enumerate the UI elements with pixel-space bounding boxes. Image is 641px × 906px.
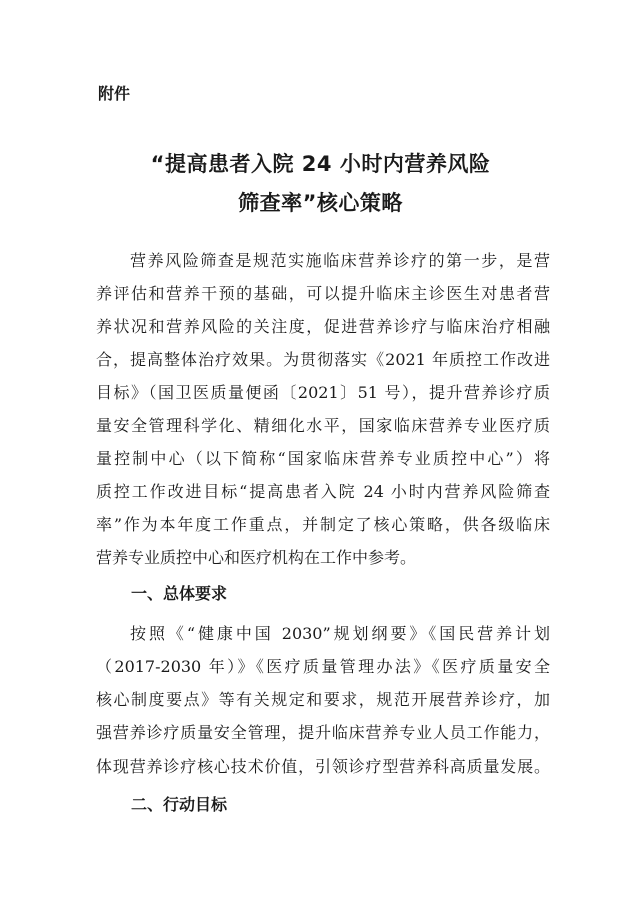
paragraph-1-line: 目标》（国卫医质量便函〔2021〕51 号），提升营养诊疗质 (96, 383, 550, 402)
paragraph-2-line: 按照《“健康中国 2030”规划纲要》《国民营养计划 (130, 624, 550, 643)
paragraph-2-line: 核心制度要点》等有关规定和要求，规范开展营养诊疗，加 (96, 690, 550, 709)
paragraph-1-line: 营养专业质控中心和医疗机构在工作中参考。 (96, 548, 417, 567)
paragraph-1-line: 质控工作改进目标“提高患者入院 24 小时内营养风险筛查 (96, 482, 550, 501)
paragraph-1-line: 量控制中心（以下简称“国家临床营养专业质控中心”）将 (96, 449, 550, 468)
paragraph-1-line: 率”作为本年度工作重点，并制定了核心策略，供各级临床 (96, 515, 550, 534)
paragraph-2-line: （2017-2030 年）》《医疗质量管理办法》《医疗质量安全 (96, 657, 550, 676)
paragraph-2-line: 体现营养诊疗核心技术价值，引领诊疗型营养科高质量发展。 (96, 757, 550, 776)
paragraph-1-line: 量安全管理科学化、精细化水平，国家临床营养专业医疗质 (96, 416, 550, 435)
document-title-line-2: 筛查率”核心策略 (238, 191, 403, 215)
document-title-line-1: “提高患者入院 24 小时内营养风险 (150, 152, 491, 176)
paragraph-2-line: 强营养诊疗质量安全管理，提升临床营养专业人员工作能力， (96, 723, 550, 742)
paragraph-1-line: 养评估和营养干预的基础，可以提升临床主诊医生对患者营 (96, 284, 550, 303)
section-heading-general-requirements: 一、总体要求 (131, 584, 228, 603)
paragraph-1-line: 营养风险筛查是规范实施临床营养诊疗的第一步，是营 (130, 251, 550, 270)
section-heading-action-goals: 二、行动目标 (131, 795, 228, 814)
attachment-label: 附件 (98, 84, 131, 103)
paragraph-1-line: 养状况和营养风险的关注度，促进营养诊疗与临床治疗相融 (96, 317, 550, 336)
paragraph-1-line: 合，提高整体治疗效果。为贯彻落实《2021 年质控工作改进 (96, 350, 550, 369)
